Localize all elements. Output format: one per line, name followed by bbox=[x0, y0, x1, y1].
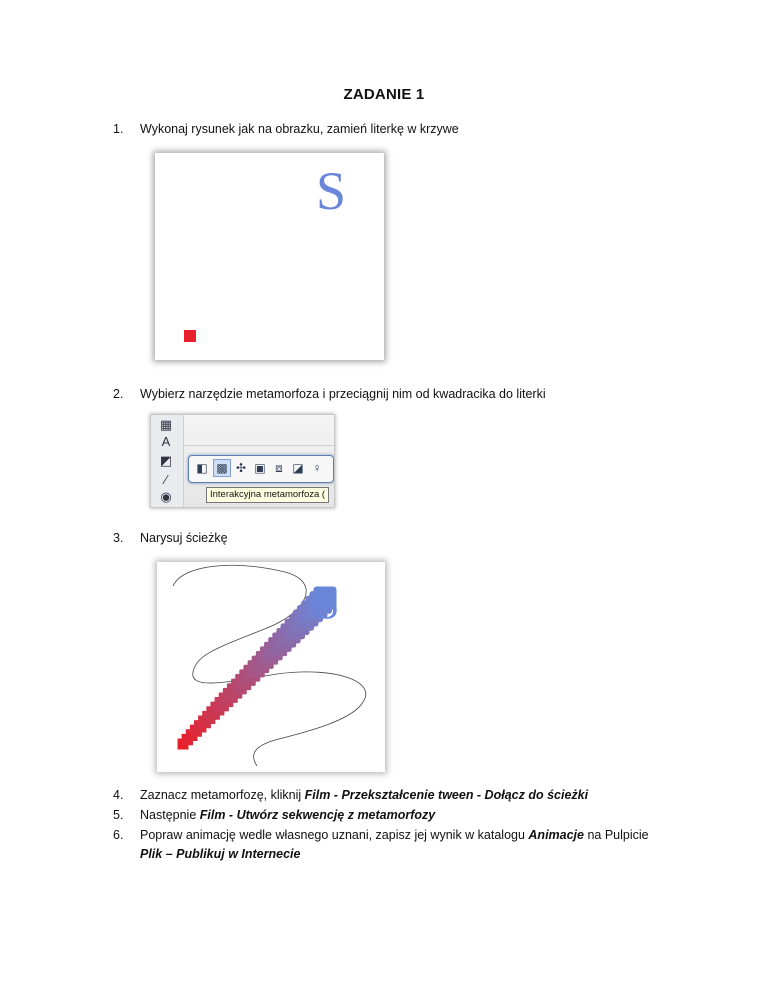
step-text: Zaznacz metamorfozę, kliknij bbox=[140, 788, 305, 802]
step-menu-path: Plik – Publikuj w Internecie bbox=[140, 847, 301, 861]
step-menu-path: Film - Przekształcenie tween - Dołącz do ścieżki bbox=[304, 788, 589, 802]
vertical-toolbox bbox=[151, 415, 184, 507]
page-title: ZADANIE 1 bbox=[343, 86, 425, 103]
figure-blend-path bbox=[157, 562, 385, 772]
step-text-end: na Pulpicie bbox=[584, 828, 649, 842]
figure-letter-and-square bbox=[155, 153, 384, 360]
tooltip: Interakcyjna metamorfoza ( bbox=[206, 487, 329, 503]
toolbar-divider bbox=[183, 445, 334, 446]
envelope-tool-icon[interactable]: ⧈ bbox=[275, 461, 283, 475]
transparency-tool-icon[interactable]: ♀ bbox=[312, 461, 322, 475]
step-number: 2. bbox=[113, 387, 124, 401]
blend-path-drawing bbox=[157, 562, 385, 772]
step-text: Wybierz narzędzie metamorfoza i przeciągnij nim od kwadracika do literki bbox=[140, 387, 546, 401]
distort-tool-icon[interactable]: ✣ bbox=[235, 461, 247, 475]
step-text: Popraw animację wedle własnego uznani, zapisz jej wynik w katalogu bbox=[140, 828, 529, 842]
step-number: 3. bbox=[113, 531, 124, 545]
figure-toolbar-screenshot bbox=[150, 414, 335, 508]
extrude-tool-icon[interactable]: ◪ bbox=[292, 461, 304, 475]
step-menu-path: Film - Utwórz sekwencję z metamorfozy bbox=[199, 808, 436, 822]
blend-steps bbox=[178, 587, 337, 750]
step-text: Wykonaj rysunek jak na obrazku, zamień literkę w krzywe bbox=[140, 122, 459, 136]
folder-name: Animacje bbox=[528, 828, 584, 842]
tool-flyout bbox=[188, 455, 334, 483]
drop-shadow-tool-icon[interactable]: ▣ bbox=[254, 461, 266, 475]
step-text: Narysuj ścieżkę bbox=[140, 531, 228, 545]
fill-tool-icon[interactable]: ◉ bbox=[160, 489, 172, 504]
letter-s: S bbox=[315, 579, 340, 628]
text-tool-icon[interactable]: A bbox=[161, 434, 171, 449]
contour-tool-icon[interactable]: ▩ bbox=[213, 459, 231, 477]
step-number: 5. bbox=[113, 808, 124, 822]
table-tool-icon[interactable]: ▦ bbox=[159, 417, 173, 432]
interactive-tool-icon[interactable]: ◩ bbox=[159, 453, 173, 468]
letter-s: S bbox=[316, 161, 347, 221]
blend-tool-icon[interactable]: ◧ bbox=[196, 461, 208, 475]
red-square bbox=[184, 330, 196, 342]
eyedropper-tool-icon[interactable]: ⁄ bbox=[164, 472, 168, 487]
step-number: 6. bbox=[113, 828, 124, 842]
step-number: 4. bbox=[113, 788, 124, 802]
step-number: 1. bbox=[113, 122, 124, 136]
step-text: Następnie bbox=[140, 808, 200, 822]
